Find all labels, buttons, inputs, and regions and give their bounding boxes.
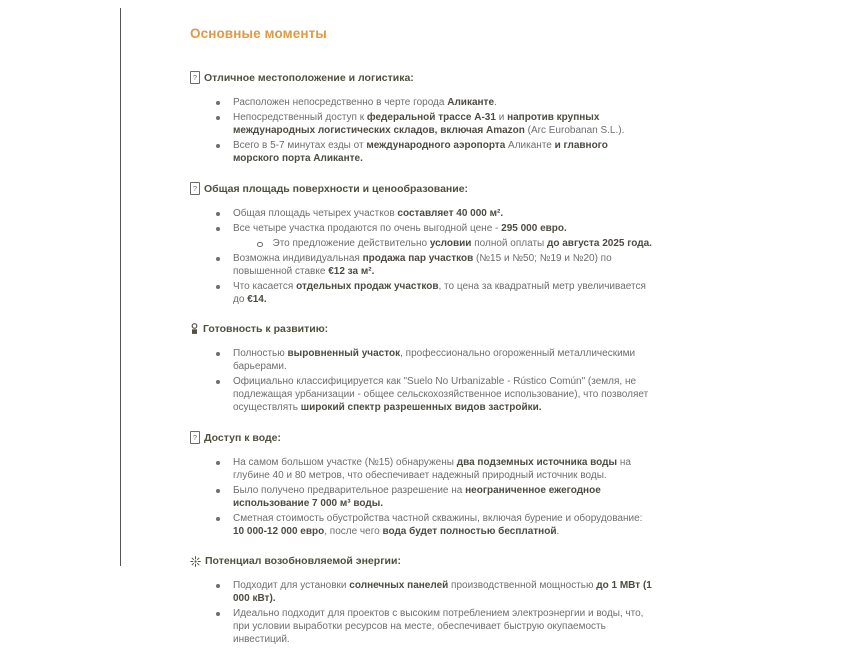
page-left-border: [120, 8, 121, 566]
section-heading: [190, 431, 656, 444]
missing-glyph-icon: ?: [190, 431, 200, 444]
section-2: [190, 323, 656, 414]
list-item-text: Сметная стоимость обустройства частной скважины, включая бурение и оборудование: 10 000-12 000 евро, после чего вода будет полностью бесплатной.: [233, 513, 643, 537]
bullet-list: [190, 579, 656, 646]
bullet-list: [190, 456, 656, 538]
list-item-text: Всего в 5-7 минутах езды от международного аэропорта Аликанте и главного морского порта Аликанте.: [233, 140, 608, 164]
sun-icon: [190, 556, 201, 567]
list-item: [190, 484, 656, 510]
section-heading-text: Готовность к развитию:: [203, 323, 329, 335]
section-heading-text: Общая площадь поверхности и ценообразование:: [204, 182, 469, 195]
list-item-text: Официально классифицируется как "Suelo No Urbanizable - Rústico Común" (земля, не подлежащая урбанизации - общее сельскохозяйственное использование), что позволяет осуществлять широкий спектр разрешенных видов застройки.: [233, 376, 649, 413]
list-item-text: Это предложение действительно условии полной оплаты до августа 2025 года.: [272, 238, 652, 249]
list-item: [190, 512, 656, 538]
bullet-marker: [216, 612, 220, 616]
bullet-marker: [216, 227, 220, 231]
page-title: Основные моменты: [190, 26, 327, 41]
section-heading: [190, 323, 656, 335]
list-item-text: Идеально подходит для проектов с высоким потреблением электроэнергии и воды, что, при условии выработки ресурсов на месте, обеспечивает быструю окупаемость инвестиций.: [233, 608, 644, 645]
bullet-marker: [216, 285, 220, 289]
list-item: [190, 207, 656, 220]
list-item: [190, 252, 656, 278]
section-heading: [190, 182, 656, 195]
bullet-marker: [216, 352, 220, 356]
bullet-list: [190, 207, 656, 306]
bullet-list: [190, 96, 656, 165]
list-item: [190, 111, 656, 137]
bullet-marker: [216, 212, 220, 216]
bullet-marker: [216, 116, 220, 120]
bullet-list: [190, 347, 656, 414]
list-item-text: Расположен непосредственно в черте города Аликанте.: [233, 97, 497, 108]
list-item: [190, 237, 656, 250]
list-item: [190, 579, 656, 605]
list-item-text: Подходит для установки солнечных панелей производственной мощностью до 1 МВт (1 000 кВт).: [233, 580, 652, 604]
missing-glyph-icon: ?: [190, 182, 200, 195]
sections-container: [190, 71, 656, 646]
list-item: [190, 456, 656, 482]
list-item: [190, 222, 656, 235]
section-heading: [190, 555, 656, 567]
bullet-marker: [216, 489, 220, 493]
list-item-text: Общая площадь четырех участков составляет 40 000 м².: [233, 208, 504, 219]
section-1: [190, 182, 656, 306]
bullet-marker: [216, 144, 220, 148]
list-item-text: Что касается отдельных продаж участков, то цена за квадратный метр увеличивается до €14.: [233, 281, 646, 305]
bullet-marker: [257, 242, 263, 248]
section-heading: [190, 71, 656, 84]
section-4: [190, 555, 656, 646]
bullet-marker: [216, 380, 220, 384]
missing-glyph-icon: ?: [190, 71, 200, 84]
list-item: [190, 96, 656, 109]
bullet-marker: [216, 257, 220, 261]
list-item-text: Полностью выровненный участок, профессионально огороженный металлическими барьерами.: [233, 348, 636, 372]
list-item: [190, 607, 656, 646]
list-item-text: Все четыре участка продаются по очень выгодной цене - 295 000 евро.: [233, 223, 567, 234]
list-item-text: Было получено предварительное разрешение на неограниченное ежегодное использование 7 000 м³ воды.: [233, 485, 601, 509]
list-item-text: На самом большом участке (№15) обнаружены два подземных источника воды на глубине 40 и 80 метров, что обеспечивает надежный природный источник воды.: [233, 457, 631, 481]
bullet-marker: [216, 101, 220, 105]
list-item: [190, 139, 656, 165]
bullet-marker: [216, 517, 220, 521]
list-item: [190, 280, 656, 306]
section-3: [190, 431, 656, 538]
section-heading-text: Отличное местоположение и логистика:: [204, 71, 414, 84]
bullet-marker: [216, 461, 220, 465]
section-0: [190, 71, 656, 165]
bullet-marker: [216, 584, 220, 588]
list-item-text: Непосредственный доступ к федеральной трассе А-31 и напротив крупных международных логистических складов, включая Amazon (Arc Eurobanan S.L.).: [233, 112, 625, 136]
list-item-text: Возможна индивидуальная продажа пар участков (№15 и №50; №19 и №20) по повышенной ставке €12 за м².: [233, 253, 612, 277]
section-heading-text: Потенциал возобновляемой энергии:: [205, 555, 401, 567]
list-item: [190, 347, 656, 373]
document-content: [190, 26, 656, 648]
section-heading-text: Доступ к воде:: [204, 431, 281, 444]
list-item: [190, 375, 656, 414]
construction-icon: [190, 323, 199, 335]
